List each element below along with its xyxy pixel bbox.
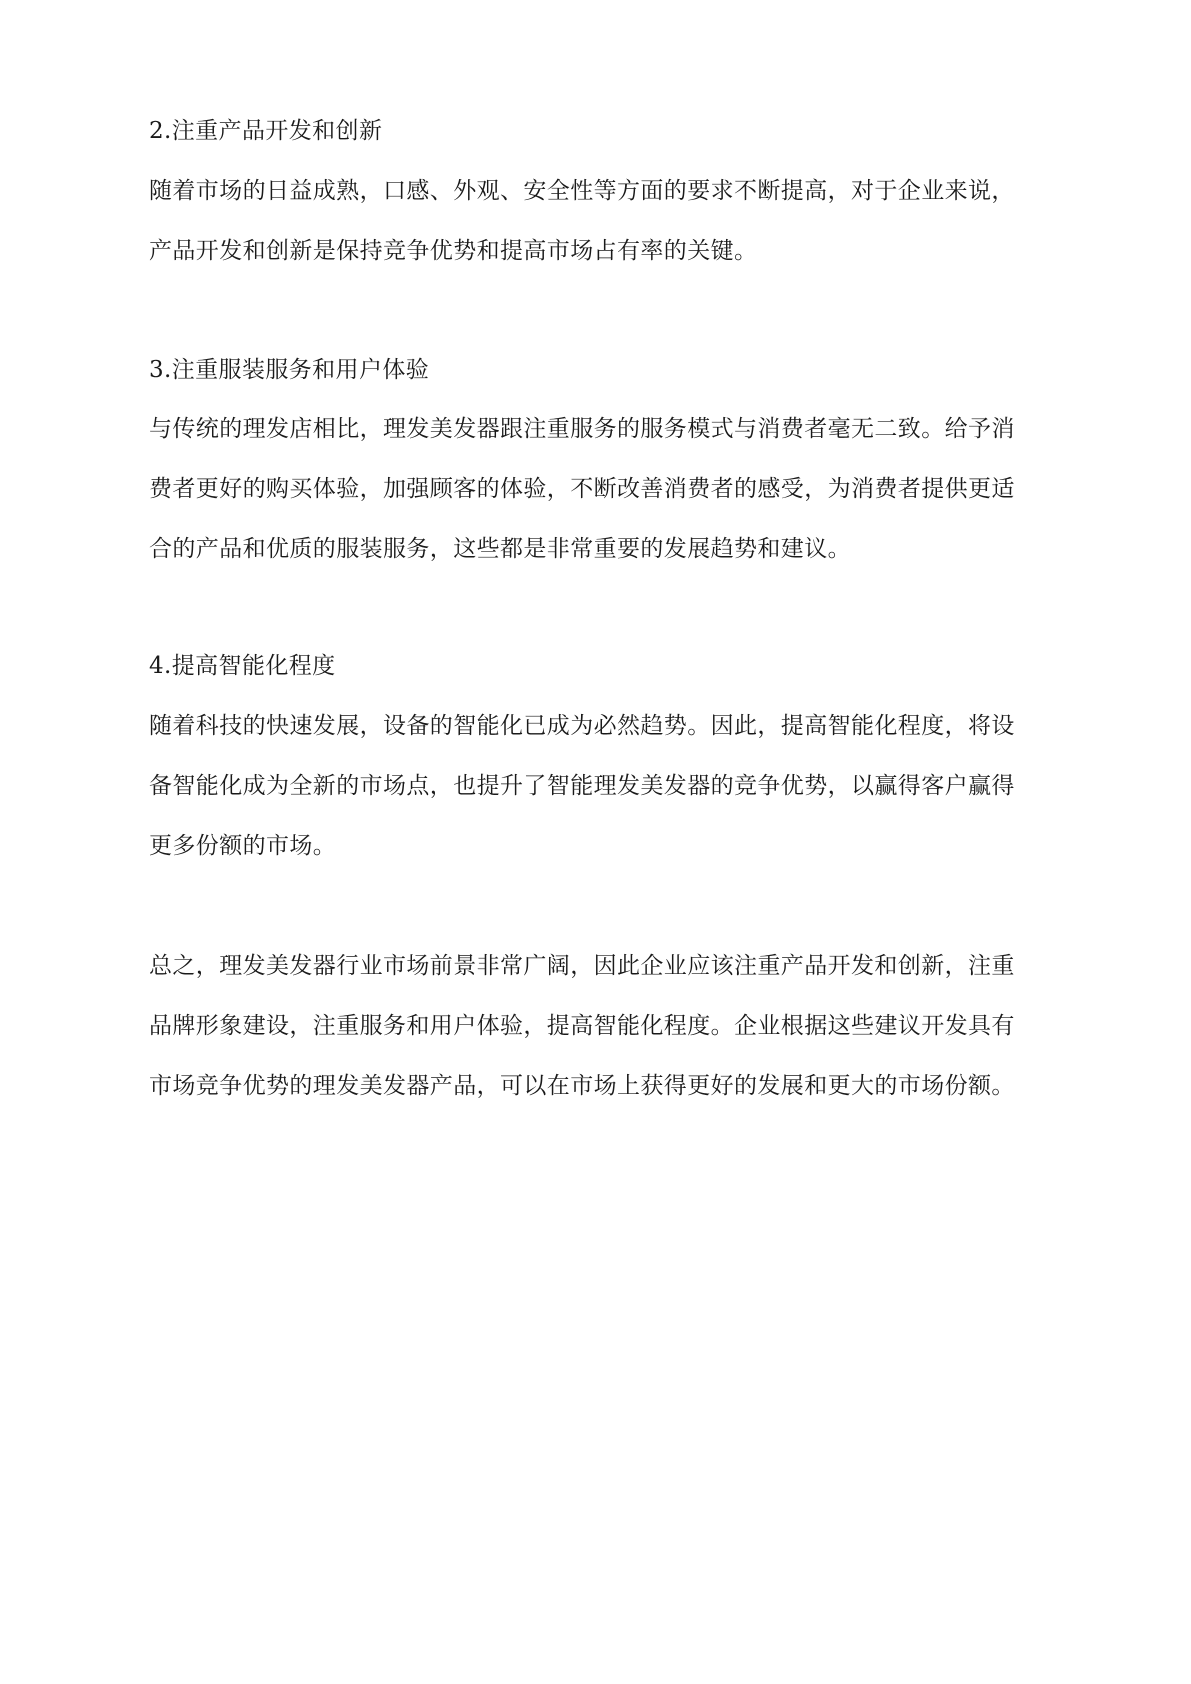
paragraph-intelligence: [149, 696, 1049, 876]
section-heading-3: [149, 340, 1049, 400]
paragraph-line: 备智能化成为全新的市场点，也提升了智能理发美发器的竞争优势，以赢得客户赢得: [149, 773, 1015, 799]
paragraph-line: 费者更好的购买体验，加强顾客的体验，不断改善消费者的感受，为消费者提供更适: [149, 476, 1015, 502]
paragraph-product-development: [149, 161, 1049, 281]
paragraph-line: 更多份额的市场。: [149, 833, 337, 859]
paragraph-line: 市场竞争优势的理发美发器产品，可以在市场上获得更好的发展和更大的市场份额。: [149, 1073, 1015, 1099]
paragraph-line: 随着市场的日益成熟，口感、外观、安全性等方面的要求不断提高，对于企业来说，: [149, 178, 1015, 204]
paragraph-line: 与传统的理发店相比，理发美发器跟注重服务的服务模式与消费者毫无二致。给予消: [149, 416, 1015, 442]
section-heading-2: [149, 101, 1049, 161]
heading-text: 3.注重服装服务和用户体验: [149, 357, 430, 383]
paragraph-line: 产品开发和创新是保持竞争优势和提高市场占有率的关键。: [149, 238, 758, 264]
paragraph-service-experience: [149, 399, 1049, 579]
heading-text: 2.注重产品开发和创新: [149, 118, 383, 144]
paragraph-line: 总之，理发美发器行业市场前景非常广阔，因此企业应该注重产品开发和创新，注重: [149, 953, 1015, 979]
paragraph-line: 随着科技的快速发展，设备的智能化已成为必然趋势。因此，提高智能化程度，将设: [149, 713, 1015, 739]
paragraph-line: 品牌形象建设，注重服务和用户体验，提高智能化程度。企业根据这些建议开发具有: [149, 1013, 1015, 1039]
section-heading-4: [149, 636, 1049, 696]
heading-text: 4.提高智能化程度: [149, 653, 336, 679]
paragraph-line: 合的产品和优质的服装服务，这些都是非常重要的发展趋势和建议。: [149, 536, 851, 562]
paragraph-conclusion: [149, 936, 1049, 1116]
